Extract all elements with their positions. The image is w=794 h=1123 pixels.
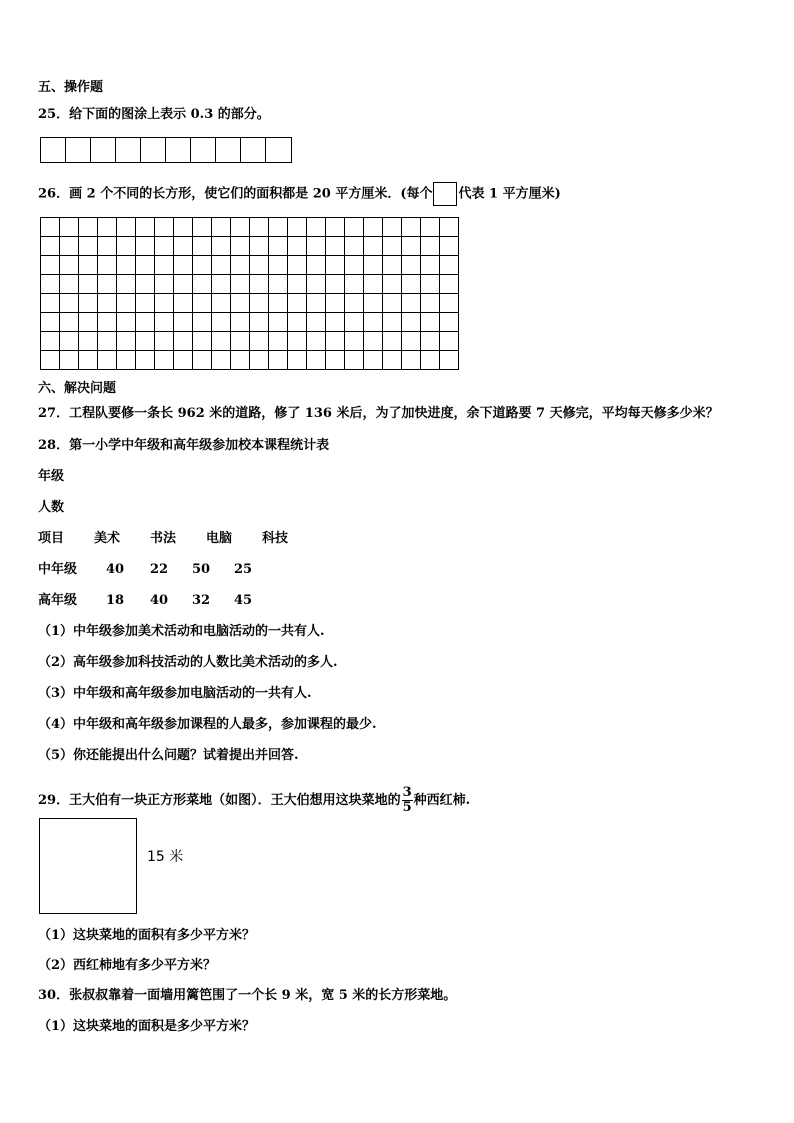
grid-cell[interactable] [193,237,212,256]
grid-cell[interactable] [402,256,421,275]
grid-cell[interactable] [231,237,250,256]
grid-cell[interactable] [79,237,98,256]
question-28-sub-3: （3）中年级和高年级参加电脑活动的一共有人. [38,686,312,701]
grid-cell[interactable] [307,332,326,351]
grid-cell[interactable] [212,313,231,332]
grid-cell[interactable] [117,351,136,370]
grid-cell[interactable] [250,351,269,370]
grid-cell[interactable] [155,332,174,351]
grid-cell[interactable] [212,256,231,275]
grid-cell[interactable] [98,313,117,332]
grid-cell[interactable] [421,256,440,275]
unit-square-icon [433,182,457,206]
strip-cell[interactable] [191,138,216,162]
strip-cell[interactable] [266,138,291,162]
grid-cell[interactable] [383,275,402,294]
grid-cell[interactable] [60,313,79,332]
grid-cell[interactable] [41,256,60,275]
grid-cell[interactable] [440,256,459,275]
table-header-cell: 科技 [262,531,289,546]
grid-cell[interactable] [98,294,117,313]
grid-cell[interactable] [440,237,459,256]
grid-cell[interactable] [307,237,326,256]
table-header-cell: 美术 [94,531,121,546]
grid-cell[interactable] [193,351,212,370]
grid-cell[interactable] [41,275,60,294]
table-cell: 40 [106,562,125,577]
grid-cell[interactable] [326,351,345,370]
section-5-heading: 五、操作题 [38,80,104,95]
grid-cell[interactable] [155,237,174,256]
grid-cell[interactable] [41,313,60,332]
grid-cell[interactable] [307,275,326,294]
grid-cell[interactable] [98,332,117,351]
grid-cell[interactable] [288,313,307,332]
grid-cell[interactable] [421,351,440,370]
grid-cell[interactable] [326,313,345,332]
grid-cell[interactable] [326,218,345,237]
grid-cell[interactable] [440,275,459,294]
grid-cell[interactable] [60,294,79,313]
fraction [402,786,413,815]
grid-cell[interactable] [402,332,421,351]
grid-cell[interactable] [269,332,288,351]
grid-cell[interactable] [421,332,440,351]
table-header-cell: 书法 [150,531,177,546]
grid-cell[interactable] [364,351,383,370]
grid-cell[interactable] [345,275,364,294]
grid-cell[interactable] [136,218,155,237]
grid-cell[interactable] [345,218,364,237]
grid-cell[interactable] [174,256,193,275]
grid-cell[interactable] [60,275,79,294]
grid-cell[interactable] [383,313,402,332]
grid-cell[interactable] [364,237,383,256]
grid-cell[interactable] [345,237,364,256]
grid-cell[interactable] [269,218,288,237]
grid-cell[interactable] [212,332,231,351]
grid-cell[interactable] [212,294,231,313]
grid-cell[interactable] [364,313,383,332]
side-length-label: 15 米 [147,849,184,865]
grid-cell[interactable] [155,275,174,294]
grid-cell[interactable] [79,313,98,332]
grid-cell[interactable] [326,256,345,275]
section-6-heading: 六、解决问题 [38,381,117,396]
grid-cell[interactable] [60,218,79,237]
grid-cell[interactable] [60,256,79,275]
drawing-grid[interactable] [40,217,459,370]
table-header-cell: 电脑 [206,531,233,546]
grid-cell[interactable] [60,351,79,370]
grid-cell[interactable] [421,237,440,256]
grid-cell[interactable] [231,351,250,370]
grid-cell[interactable] [326,237,345,256]
grid-cell[interactable] [421,294,440,313]
question-26-text-after: 代表 1 平方厘米) [458,186,561,202]
grid-cell[interactable] [269,237,288,256]
question-26-text-before: 26．画 2 个不同的长方形，使它们的面积都是 20 平方厘米．(每个 [38,186,433,202]
grid-cell[interactable] [231,313,250,332]
table-cell: 32 [192,593,211,608]
grid-cell[interactable] [288,294,307,313]
grid-cell[interactable] [136,256,155,275]
grid-cell[interactable] [288,237,307,256]
grid-cell[interactable] [231,294,250,313]
grid-cell[interactable] [117,294,136,313]
strip-cell[interactable] [141,138,166,162]
grid-cell[interactable] [250,332,269,351]
strip-cell[interactable] [41,138,66,162]
question-26-text [38,182,561,206]
question-28-title: 28．第一小学中年级和高年级参加校本课程统计表 [38,438,330,453]
grid-cell[interactable] [193,313,212,332]
grid-cell[interactable] [440,351,459,370]
table-cell: 40 [150,593,169,608]
decimal-strip[interactable] [40,137,292,163]
question-28-sub-4: （4）中年级和高年级参加课程的人最多，参加课程的最少. [38,717,377,732]
question-28-sub-2: （2）高年级参加科技活动的人数比美术活动的多人. [38,655,338,670]
grid-cell[interactable] [136,332,155,351]
grid-cell[interactable] [212,218,231,237]
grid-cell[interactable] [212,275,231,294]
grid-cell[interactable] [117,313,136,332]
grid-cell[interactable] [269,313,288,332]
grid-cell[interactable] [117,275,136,294]
grid-cell[interactable] [79,275,98,294]
grid-cell[interactable] [307,313,326,332]
grid-cell[interactable] [117,256,136,275]
table-header-cell: 项目 [38,531,65,546]
table-label-people: 人数 [38,500,65,515]
grid-cell[interactable] [174,313,193,332]
grid-cell[interactable] [193,256,212,275]
grid-cell[interactable] [250,294,269,313]
grid-cell[interactable] [136,313,155,332]
grid-cell[interactable] [98,256,117,275]
grid-cell[interactable] [402,275,421,294]
strip-cell[interactable] [66,138,91,162]
grid-cell[interactable] [440,218,459,237]
grid-cell[interactable] [79,218,98,237]
grid-cell[interactable] [250,275,269,294]
grid-cell[interactable] [345,313,364,332]
table-label-grade: 年级 [38,469,65,484]
grid-cell[interactable] [174,351,193,370]
question-29-text-before: 29．王大伯有一块正方形菜地（如图）．王大伯想用这块菜地的 [38,793,401,808]
grid-cell[interactable] [345,294,364,313]
grid-cell[interactable] [41,294,60,313]
grid-cell[interactable] [269,256,288,275]
grid-cell[interactable] [231,256,250,275]
grid-cell[interactable] [307,294,326,313]
grid-cell[interactable] [117,332,136,351]
table-cell: 25 [234,562,253,577]
strip-cell[interactable] [91,138,116,162]
grid-cell[interactable] [440,332,459,351]
grid-cell[interactable] [288,351,307,370]
grid-cell[interactable] [307,256,326,275]
grid-cell[interactable] [79,256,98,275]
grid-cell[interactable] [383,218,402,237]
grid-cell[interactable] [155,256,174,275]
grid-cell[interactable] [402,218,421,237]
question-29-text-after: 种西红柿. [413,793,471,808]
grid-cell[interactable] [269,351,288,370]
table-cell: 18 [106,593,125,608]
grid-cell[interactable] [383,332,402,351]
grid-cell[interactable] [98,237,117,256]
fraction-denominator: 5 [402,800,412,815]
grid-cell[interactable] [155,294,174,313]
strip-cell[interactable] [216,138,241,162]
question-29-text [38,786,470,815]
grid-cell[interactable] [383,237,402,256]
grid-cell[interactable] [383,256,402,275]
grid-cell[interactable] [288,332,307,351]
grid-cell[interactable] [41,332,60,351]
grid-cell[interactable] [231,275,250,294]
table-cell: 50 [192,562,211,577]
grid-cell[interactable] [250,256,269,275]
grid-cell[interactable] [231,218,250,237]
grid-cell[interactable] [326,275,345,294]
grid-cell[interactable] [364,275,383,294]
grid-cell[interactable] [345,332,364,351]
grid-cell[interactable] [136,351,155,370]
question-28-sub-1: （1）中年级参加美术活动和电脑活动的一共有人. [38,624,325,639]
grid-cell[interactable] [383,294,402,313]
grid-cell[interactable] [136,275,155,294]
grid-cell[interactable] [60,237,79,256]
strip-cell[interactable] [116,138,141,162]
grid-cell[interactable] [41,218,60,237]
grid-cell[interactable] [421,313,440,332]
grid-cell[interactable] [250,237,269,256]
grid-cell[interactable] [402,313,421,332]
table-cell: 45 [234,593,253,608]
grid-cell[interactable] [174,218,193,237]
grid-cell[interactable] [193,218,212,237]
grid-cell[interactable] [421,275,440,294]
grid-cell[interactable] [440,294,459,313]
grid-cell[interactable] [269,294,288,313]
grid-cell[interactable] [364,332,383,351]
grid-cell[interactable] [440,313,459,332]
grid-cell[interactable] [155,313,174,332]
strip-cell[interactable] [241,138,266,162]
grid-cell[interactable] [364,294,383,313]
grid-cell[interactable] [402,351,421,370]
grid-cell[interactable] [136,294,155,313]
grid-cell[interactable] [79,332,98,351]
fraction-numerator: 3 [402,785,412,800]
grid-cell[interactable] [307,351,326,370]
table-cell: 中年级 [38,562,78,577]
grid-cell[interactable] [250,218,269,237]
grid-cell[interactable] [98,218,117,237]
grid-cell[interactable] [250,313,269,332]
grid-cell[interactable] [288,218,307,237]
question-29-sub-1: （1）这块菜地的面积有多少平方米？ [38,928,256,943]
grid-cell[interactable] [364,256,383,275]
grid-cell[interactable] [79,294,98,313]
grid-cell[interactable] [231,332,250,351]
question-25-text: 25．给下面的图涂上表示 0.3 的部分。 [38,107,270,122]
grid-cell[interactable] [41,237,60,256]
grid-cell[interactable] [193,275,212,294]
grid-cell[interactable] [117,237,136,256]
grid-cell[interactable] [421,218,440,237]
grid-cell[interactable] [212,351,231,370]
grid-cell[interactable] [136,237,155,256]
question-30-sub-1: （1）这块菜地的面积是多少平方米？ [38,1019,256,1034]
grid-cell[interactable] [174,294,193,313]
grid-cell[interactable] [212,237,231,256]
grid-cell[interactable] [326,294,345,313]
grid-cell[interactable] [174,237,193,256]
grid-cell[interactable] [288,256,307,275]
grid-cell[interactable] [98,275,117,294]
grid-cell[interactable] [402,294,421,313]
grid-cell[interactable] [60,332,79,351]
question-28-sub-5: （5）你还能提出什么问题？试着提出并回答. [38,748,299,763]
grid-cell[interactable] [174,275,193,294]
strip-cell[interactable] [166,138,191,162]
grid-cell[interactable] [41,351,60,370]
grid-cell[interactable] [155,218,174,237]
grid-cell[interactable] [307,218,326,237]
question-29-sub-2: （2）西红柿地有多少平方米？ [38,958,217,973]
grid-cell[interactable] [155,351,174,370]
question-30-text: 30．张叔叔靠着一面墙用篱笆围了一个长 9 米，宽 5 米的长方形菜地。 [38,988,457,1003]
grid-cell[interactable] [117,218,136,237]
grid-cell[interactable] [174,332,193,351]
grid-cell[interactable] [98,351,117,370]
grid-cell[interactable] [383,351,402,370]
grid-cell[interactable] [402,237,421,256]
grid-cell[interactable] [326,332,345,351]
grid-cell[interactable] [193,332,212,351]
question-27-text: 27．工程队要修一条长 962 米的道路，修了 136 米后，为了加快进度，余下道路要 7 天修完，平均每天修多少米？ [38,406,719,421]
table-cell: 高年级 [38,593,78,608]
grid-cell[interactable] [288,275,307,294]
grid-cell[interactable] [364,218,383,237]
square-garden-figure [39,818,137,914]
table-cell: 22 [150,562,169,577]
grid-cell[interactable] [345,351,364,370]
grid-cell[interactable] [79,351,98,370]
grid-cell[interactable] [193,294,212,313]
grid-cell[interactable] [345,256,364,275]
grid-cell[interactable] [269,275,288,294]
